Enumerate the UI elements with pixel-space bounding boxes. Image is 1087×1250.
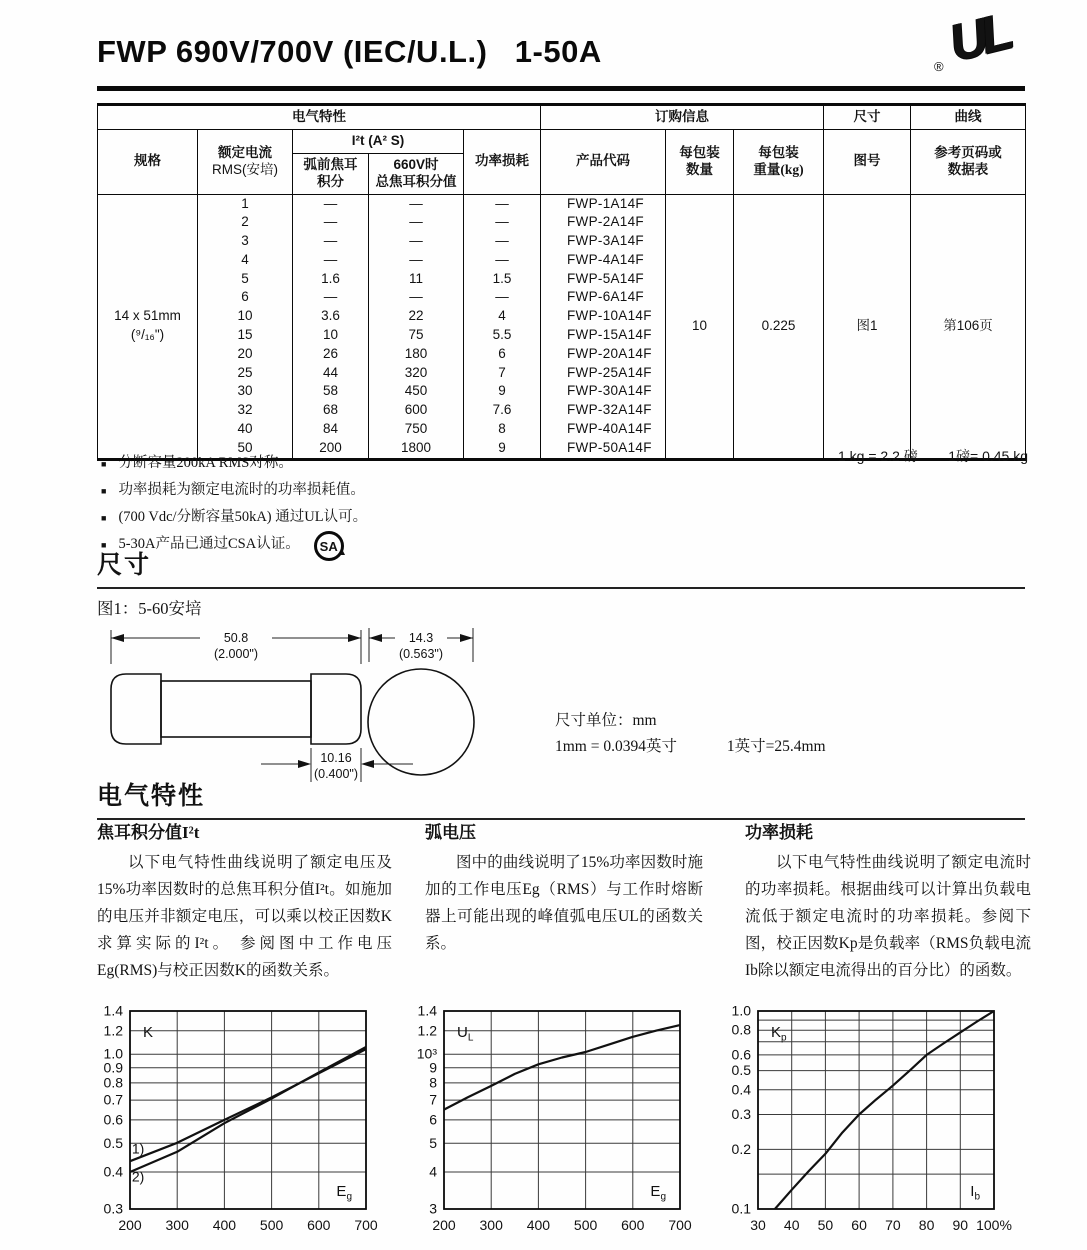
product-code-cell: FWP-30A14F bbox=[541, 382, 666, 401]
k-factor-chart bbox=[84, 1001, 384, 1243]
y-tick-label: 0.6 bbox=[731, 1046, 751, 1063]
rated-current-line2: RMS(安培) bbox=[212, 161, 278, 177]
x-tick-label: 60 bbox=[851, 1217, 867, 1233]
electrical-heading: 电气特性 bbox=[97, 776, 1025, 820]
total-i2t-cell: 22 bbox=[369, 307, 464, 326]
y-tick-label: 9 bbox=[429, 1059, 437, 1076]
title-rule bbox=[97, 86, 1025, 91]
total-i2t-cell: — bbox=[369, 213, 464, 232]
footnote-text: (700 Vdc/分断容量50kA) 通过UL认可。 bbox=[118, 509, 368, 525]
total-i2t-cell: 75 bbox=[369, 326, 464, 345]
x-tick-label: 300 bbox=[479, 1217, 503, 1233]
csa-logo-text: SA bbox=[319, 539, 338, 554]
product-code-cell: FWP-15A14F bbox=[541, 326, 666, 345]
group-header-dimensions: 尺寸 bbox=[824, 105, 911, 130]
y-axis-label: K bbox=[143, 1024, 154, 1041]
qty-cell: 10 bbox=[666, 194, 734, 459]
product-code-cell: FWP-5A14F bbox=[541, 270, 666, 289]
col-header-reference bbox=[911, 129, 1026, 194]
total-i2t-cell: — bbox=[369, 288, 464, 307]
figure-label: 图1：5-60安培 bbox=[97, 599, 202, 618]
product-code-cell: FWP-6A14F bbox=[541, 288, 666, 307]
dimension-drawing bbox=[97, 612, 1025, 782]
group-header-curve: 曲线 bbox=[911, 105, 1026, 130]
power-loss-cell: 8 bbox=[464, 420, 541, 439]
ul-logo bbox=[928, 2, 1033, 82]
footnote bbox=[97, 477, 367, 504]
prearc-cell: 1.6 bbox=[293, 270, 369, 289]
x-tick-label: 100% bbox=[976, 1217, 1012, 1233]
ref-line2: 数据表 bbox=[947, 161, 989, 177]
power-loss-cell: 1.5 bbox=[464, 270, 541, 289]
y-tick-label: 0.3 bbox=[731, 1106, 751, 1122]
power-loss-cell: 4 bbox=[464, 307, 541, 326]
footnote-text: 分断容量200kA RMS对称。 bbox=[118, 455, 293, 471]
total-i2t-cell: 180 bbox=[369, 345, 464, 364]
y-tick-label: 6 bbox=[429, 1111, 437, 1128]
series-line bbox=[775, 1011, 994, 1209]
power-loss-cell: — bbox=[464, 251, 541, 270]
y-tick-label: 8 bbox=[429, 1074, 437, 1091]
product-code-cell: FWP-1A14F bbox=[541, 194, 666, 213]
y-tick-label: 0.1 bbox=[731, 1200, 751, 1217]
weight-line2: 重量(kg) bbox=[753, 161, 804, 177]
prearc-cell: 44 bbox=[293, 364, 369, 383]
x-tick-label: 400 bbox=[212, 1217, 237, 1233]
product-code-cell: FWP-3A14F bbox=[541, 232, 666, 251]
prearc-cell: 3.6 bbox=[293, 307, 369, 326]
bullet-icon: ■ bbox=[101, 486, 107, 496]
y-tick-label: 4 bbox=[429, 1163, 437, 1180]
prearc-cell: — bbox=[293, 288, 369, 307]
x-tick-label: 600 bbox=[307, 1217, 331, 1233]
bullet-icon: ■ bbox=[101, 513, 107, 523]
reference-cell: 第106页 bbox=[911, 194, 1026, 459]
weight-cell: 0.225 bbox=[734, 194, 824, 459]
weight-line1: 每包装 bbox=[758, 144, 799, 160]
total-i2t-cell: 750 bbox=[369, 420, 464, 439]
csa-reg-mark: ▲ bbox=[338, 548, 347, 557]
amp-cell: 15 bbox=[198, 326, 293, 345]
kg-note-1: 1 kg = 2.2 磅 bbox=[838, 448, 918, 464]
arc-voltage-chart bbox=[398, 1001, 698, 1243]
amp-cell: 50 bbox=[198, 439, 293, 459]
page-title: FWP 690V/700V (IEC/U.L.) 1-50A bbox=[97, 34, 602, 69]
y-tick-label: 7 bbox=[429, 1091, 437, 1108]
y-tick-label: 1.4 bbox=[417, 1002, 437, 1019]
prearc-cell: 26 bbox=[293, 345, 369, 364]
length-dim-mm: 50.8 bbox=[223, 631, 249, 645]
x-tick-label: 50 bbox=[817, 1217, 834, 1233]
total-i2t-cell: — bbox=[369, 194, 464, 213]
footnote-text: 5-30A产品已通过CSA认证。 bbox=[118, 536, 300, 552]
amp-cell: 5 bbox=[198, 270, 293, 289]
x-tick-label: 200 bbox=[118, 1217, 142, 1233]
y-tick-label: 0.8 bbox=[731, 1021, 751, 1038]
amp-cell: 25 bbox=[198, 364, 293, 383]
col-header-rated-current bbox=[198, 129, 293, 194]
amp-cell: 20 bbox=[198, 345, 293, 364]
dimensions-heading: 尺寸 bbox=[97, 545, 1025, 589]
y-tick-label: 0.5 bbox=[103, 1134, 123, 1151]
conversion-1: 1mm = 0.0394英寸 bbox=[555, 738, 677, 755]
col-header-weight bbox=[734, 129, 824, 194]
power-loss-cell: 9 bbox=[464, 439, 541, 459]
footnote bbox=[97, 450, 367, 477]
product-code-cell: FWP-10A14F bbox=[541, 307, 666, 326]
col-header-total-i2t bbox=[369, 153, 464, 194]
y-tick-label: 3 bbox=[429, 1200, 437, 1217]
y-tick-label: 0.8 bbox=[103, 1074, 123, 1091]
prearc-line1: 弧前焦耳 bbox=[303, 156, 358, 172]
y-axis-label: $U_L$ bbox=[457, 1024, 474, 1044]
y-tick-label: 1.2 bbox=[417, 1022, 437, 1039]
y-tick-label: 1.0 bbox=[103, 1045, 123, 1062]
y-tick-label: 0.2 bbox=[731, 1140, 751, 1157]
x-axis-label: $E_g$ bbox=[650, 1183, 666, 1203]
unit-line: 尺寸单位：mm bbox=[555, 712, 657, 729]
total-line1: 660V时 bbox=[393, 156, 439, 172]
product-code-cell: FWP-2A14F bbox=[541, 213, 666, 232]
cap-dim-in: (0.400") bbox=[313, 767, 359, 781]
column-text: 以下电气特性曲线说明了额定电压及15%功率因数时的总焦耳积分值I²t。如施加的电压并非额定电压，可以乘以校正因数K求算实际的I²t。 参阅图中工作电压Eg(RMS)与校正因数K的函数关系。 bbox=[97, 854, 392, 979]
table-header-row bbox=[98, 129, 1026, 153]
bullet-icon: ■ bbox=[101, 459, 107, 469]
y-tick-label: 0.5 bbox=[731, 1062, 751, 1079]
group-header-electrical: 电气特性 bbox=[98, 105, 541, 130]
power-loss-cell: 7.6 bbox=[464, 401, 541, 420]
column-title: 弧电压 bbox=[425, 823, 476, 842]
total-i2t-cell: 11 bbox=[369, 270, 464, 289]
amp-cell: 2 bbox=[198, 213, 293, 232]
total-i2t-cell: — bbox=[369, 232, 464, 251]
product-code-cell: FWP-20A14F bbox=[541, 345, 666, 364]
col-header-prearc bbox=[293, 153, 369, 194]
spec-table bbox=[97, 103, 1026, 461]
product-code-cell: FWP-4A14F bbox=[541, 251, 666, 270]
x-tick-label: 500 bbox=[573, 1217, 598, 1233]
qty-line2: 数量 bbox=[686, 161, 713, 177]
column-text: 以下电气特性曲线说明了额定电流时的功率损耗。根据曲线可以计算出负载电流低于额定电流时的功率损耗。参阅下图，校正因数Kp是负载率（RMS负载电流Ib除以额定电流得出的百分比）的函数。 bbox=[745, 854, 1031, 979]
rated-current-line1: 额定电流 bbox=[218, 144, 272, 160]
x-tick-label: 400 bbox=[526, 1217, 551, 1233]
amp-cell: 10 bbox=[198, 307, 293, 326]
power-loss-cell: 9 bbox=[464, 382, 541, 401]
power-loss-cell: 6 bbox=[464, 345, 541, 364]
product-code-cell: FWP-25A14F bbox=[541, 364, 666, 383]
y-tick-label: 0.4 bbox=[103, 1163, 123, 1180]
amp-cell: 32 bbox=[198, 401, 293, 420]
series-label: 1) bbox=[131, 1140, 145, 1157]
column-arc-voltage bbox=[425, 818, 703, 957]
fuse-end-view bbox=[349, 612, 499, 782]
prearc-cell: — bbox=[293, 213, 369, 232]
cap-dim-mm: 10.16 bbox=[320, 751, 352, 765]
y-tick-label: 0.6 bbox=[103, 1111, 123, 1128]
dia-dim-in: (0.563") bbox=[398, 647, 444, 661]
power-loss-chart bbox=[712, 1001, 1012, 1243]
amp-cell: 6 bbox=[198, 288, 293, 307]
power-loss-cell: 5.5 bbox=[464, 326, 541, 345]
total-i2t-cell: 600 bbox=[369, 401, 464, 420]
prearc-cell: 58 bbox=[293, 382, 369, 401]
prearc-cell: 200 bbox=[293, 439, 369, 459]
x-tick-label: 700 bbox=[354, 1217, 378, 1233]
fig-no-cell: 图1 bbox=[824, 194, 911, 459]
total-line2: 总焦耳积分值 bbox=[375, 173, 457, 189]
plot-border bbox=[758, 1011, 994, 1209]
table-body bbox=[98, 194, 1026, 459]
y-axis-label: $K_p$ bbox=[771, 1024, 787, 1044]
table-row bbox=[98, 194, 1026, 213]
plot-border bbox=[444, 1011, 680, 1209]
x-tick-label: 300 bbox=[165, 1217, 189, 1233]
kg-conversion-note bbox=[838, 446, 1028, 466]
prearc-line2: 积分 bbox=[317, 173, 344, 189]
y-tick-label: 0.7 bbox=[103, 1091, 123, 1108]
col-header-product-code: 产品代码 bbox=[541, 129, 666, 194]
y-tick-label: 0.3 bbox=[103, 1200, 123, 1217]
product-code-cell: FWP-40A14F bbox=[541, 420, 666, 439]
x-tick-label: 700 bbox=[668, 1217, 692, 1233]
x-tick-label: 80 bbox=[918, 1217, 935, 1233]
column-joule-integral bbox=[97, 818, 392, 984]
x-tick-label: 600 bbox=[621, 1217, 645, 1233]
y-tick-label: 1.2 bbox=[103, 1022, 123, 1039]
amp-cell: 40 bbox=[198, 420, 293, 439]
length-dim-in: (2.000") bbox=[213, 647, 259, 661]
power-loss-cell: — bbox=[464, 213, 541, 232]
total-i2t-cell: 320 bbox=[369, 364, 464, 383]
product-code-cell: FWP-32A14F bbox=[541, 401, 666, 420]
group-header-ordering: 订购信息 bbox=[541, 105, 824, 130]
prearc-cell: 10 bbox=[293, 326, 369, 345]
prearc-cell: — bbox=[293, 232, 369, 251]
prearc-cell: 84 bbox=[293, 420, 369, 439]
column-title: 功率损耗 bbox=[745, 823, 813, 842]
power-loss-cell: — bbox=[464, 288, 541, 307]
col-header-i2t: I²t (A² S) bbox=[293, 129, 464, 153]
amp-cell: 3 bbox=[198, 232, 293, 251]
prearc-cell: — bbox=[293, 251, 369, 270]
spec-cell: 14 x 51mm (⁹/₁₆") bbox=[98, 194, 198, 459]
prearc-cell: 68 bbox=[293, 401, 369, 420]
col-header-spec: 规格 bbox=[98, 129, 198, 194]
power-loss-cell: — bbox=[464, 232, 541, 251]
product-code-cell: FWP-50A14F bbox=[541, 439, 666, 459]
registered-mark: ® bbox=[934, 59, 944, 74]
power-loss-cell: — bbox=[464, 194, 541, 213]
footnote-text: 功率损耗为额定电流时的功率损耗值。 bbox=[118, 482, 365, 498]
col-header-fig-no: 图号 bbox=[824, 129, 911, 194]
x-axis-label: $I_b$ bbox=[970, 1183, 980, 1203]
amp-cell: 30 bbox=[198, 382, 293, 401]
ul-logo-letters: UL bbox=[943, 2, 1014, 74]
dimension-units bbox=[555, 708, 826, 760]
dia-dim-mm: 14.3 bbox=[408, 631, 434, 645]
y-tick-label: 10³ bbox=[416, 1045, 437, 1062]
bullet-icon: ■ bbox=[101, 540, 107, 550]
column-text: 图中的曲线说明了15%功率因数时施加的工作电压Eg（RMS）与工作时熔断器上可能出现的峰值弧电压UL的函数关系。 bbox=[425, 854, 703, 952]
qty-line1: 每包装 bbox=[679, 144, 720, 160]
total-i2t-cell: — bbox=[369, 251, 464, 270]
table-group-header-row bbox=[98, 105, 1026, 130]
column-power-loss bbox=[745, 818, 1031, 984]
kg-note-2: 1磅= 0.45 kg bbox=[948, 448, 1028, 464]
conversion-2: 1英寸=25.4mm bbox=[726, 738, 826, 755]
total-i2t-cell: 450 bbox=[369, 382, 464, 401]
x-tick-label: 70 bbox=[885, 1217, 901, 1233]
col-header-power-loss: 功率损耗 bbox=[464, 129, 541, 194]
power-loss-cell: 7 bbox=[464, 364, 541, 383]
y-tick-label: 1.0 bbox=[731, 1002, 751, 1019]
y-tick-label: 1.4 bbox=[103, 1002, 123, 1019]
total-i2t-cell: 1800 bbox=[369, 439, 464, 459]
ref-line1: 参考页码或 bbox=[934, 144, 1002, 160]
x-tick-label: 90 bbox=[952, 1217, 969, 1233]
amp-cell: 4 bbox=[198, 251, 293, 270]
x-tick-label: 200 bbox=[432, 1217, 456, 1233]
amp-cell: 1 bbox=[198, 194, 293, 213]
y-tick-label: 5 bbox=[429, 1134, 437, 1151]
y-tick-label: 0.9 bbox=[103, 1059, 123, 1076]
prearc-cell: — bbox=[293, 194, 369, 213]
col-header-qty bbox=[666, 129, 734, 194]
column-title: 焦耳积分值I²t bbox=[97, 823, 200, 842]
y-tick-label: 0.4 bbox=[731, 1081, 751, 1098]
x-tick-label: 500 bbox=[259, 1217, 284, 1233]
footnote bbox=[97, 504, 367, 531]
x-axis-label: $E_g$ bbox=[336, 1183, 352, 1203]
series-label: 2) bbox=[131, 1168, 145, 1185]
x-tick-label: 30 bbox=[750, 1217, 766, 1233]
x-tick-label: 40 bbox=[783, 1217, 800, 1233]
